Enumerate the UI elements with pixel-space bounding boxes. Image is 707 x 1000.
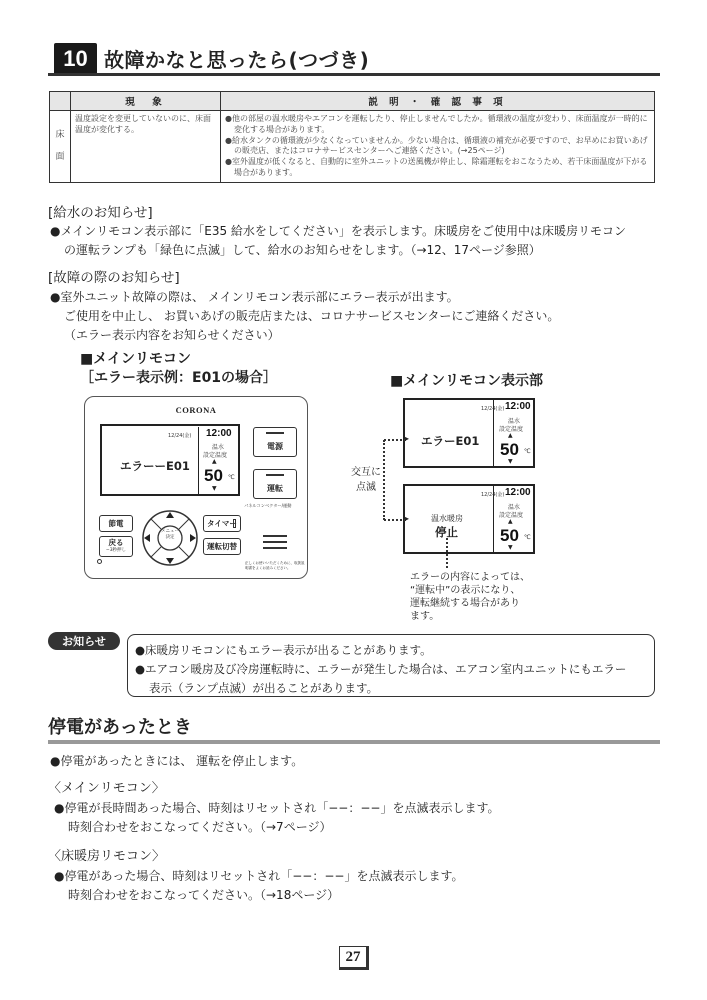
alternate-connector xyxy=(383,440,385,520)
main-remote-line: 時刻合わせをおこなってください。（→7ページ） xyxy=(68,820,332,834)
main-remote-illustration xyxy=(84,396,308,579)
error-note-line: ます。 xyxy=(410,611,440,622)
lcd-error-text: エラーーE01 xyxy=(120,459,190,473)
run-button-label: 運転 xyxy=(267,484,283,493)
eco-button-label: 節電 xyxy=(108,519,124,528)
arrow-right-icon: ▸ xyxy=(405,514,410,523)
panel-water-label: 温水 xyxy=(508,504,521,511)
panel-date: 12/24(金) xyxy=(481,406,505,412)
lcd-time: 12:00 xyxy=(206,428,232,439)
main-remote-line: ● 停電が長時間あった場合、時刻はリセットされ「−−：−−」を点滅表示します。 xyxy=(54,799,500,818)
notice-label: お知らせ xyxy=(48,632,120,650)
outage-title: 停電があったとき xyxy=(48,717,192,738)
grille-line xyxy=(263,535,287,537)
panel-time: 12:00 xyxy=(505,487,531,498)
lcd-date: 12/24(金) xyxy=(168,433,192,439)
explanation-item: ● 室外温度が低くなると、自動的に室外ユニットの送風機が停止し、除霜運転をおこなうため、若干床面温度が下がる場合があります。 xyxy=(225,157,650,179)
up-arrow-icon: ▲ xyxy=(508,432,513,439)
error-note-line: “運転中”の表示になり、 xyxy=(410,585,521,596)
title-rule xyxy=(48,73,660,76)
panel-mode-label: 温水暖房 xyxy=(431,514,463,523)
power-button-label: 電源 xyxy=(267,442,283,451)
notice-text xyxy=(135,641,650,698)
mode-switch-label: 運転切替 xyxy=(207,542,237,551)
outage-rule xyxy=(48,740,660,744)
failure-notice-text xyxy=(50,288,662,345)
notice-item-continued: 表示（ランプ点滅）が出ることがあります。 xyxy=(149,681,379,695)
down-arrow-icon: ▼ xyxy=(508,458,513,465)
mode-switch-button[interactable] xyxy=(203,538,241,555)
panel-setting-label: 設定温度 xyxy=(499,426,524,433)
run-button[interactable] xyxy=(253,469,297,499)
lcd-setting-label: 設定温度 xyxy=(203,452,228,459)
phenomenon-cell: 温度設定を変更していないのに、床面温度が変化する。 xyxy=(71,111,221,183)
up-arrow-icon: ▲ xyxy=(508,518,513,525)
water-notice-line: ● メインリモコン表示部に「E35 給水をしてください」を表示します。床暖房をご使用中は床暖房リモコン xyxy=(50,222,662,241)
back-button-sub: −3秒押し xyxy=(105,547,127,553)
main-remote-heading: 〈メインリモコン〉 xyxy=(48,781,165,796)
panel-label: パネルコンベクター/運動 xyxy=(244,503,292,508)
power-button-bar xyxy=(266,432,284,434)
main-remote-text xyxy=(54,799,500,837)
panel-temp: 50 xyxy=(500,526,519,545)
failure-notice-line: ● 室外ユニット故障の際は、 メインリモコン表示部にエラー表示が出ます。 xyxy=(50,288,662,307)
category-char: 面 xyxy=(55,152,65,163)
header-explanation: 説 明 ・ 確 認 事 項 xyxy=(221,92,655,111)
timer-button-label: タイマー xyxy=(207,519,237,528)
explanation-cell xyxy=(221,111,655,183)
troubleshooting-table xyxy=(49,91,655,183)
eco-button[interactable] xyxy=(99,515,133,532)
note-connector xyxy=(446,538,448,568)
enter-label: 決定 xyxy=(165,535,175,540)
header-phenomenon: 現 象 xyxy=(71,92,221,111)
panel-time: 12:00 xyxy=(505,401,531,412)
panel-status-text: 停止 xyxy=(435,525,458,539)
menu-label: メニュー xyxy=(161,529,179,534)
outage-intro xyxy=(50,752,303,771)
panel-temp: 50 xyxy=(500,440,519,459)
grille-line xyxy=(263,541,287,543)
explanation-item: ● 他の部屋の温水暖房やエアコンを運転したり、停止しませんでしたか。循環液の温度が変わり、床面温度が一時的に変化する場合があります。 xyxy=(225,114,650,136)
back-button[interactable] xyxy=(99,536,133,557)
failure-notice-line: ご使用を中止し、 お買いあげの販売店または、コロナサービスセンターにご連絡ください。 xyxy=(64,309,560,323)
water-notice-heading: [給水のお知らせ] xyxy=(48,205,153,221)
section-title: 故障かなと思ったら(つづき) xyxy=(104,48,370,72)
back-button-label: 戻る xyxy=(108,537,124,547)
category-cell xyxy=(50,111,71,183)
floor-remote-line: 時刻合わせをおこなってください。（→18ページ） xyxy=(68,888,340,902)
menu-enter-label xyxy=(158,529,182,541)
panel-date: 12/24(金) xyxy=(481,492,505,498)
panel-water-label: 温水 xyxy=(508,418,521,425)
water-notice-line: の運転ランプも「緑色に点滅」して、給水のお知らせをします。（→12、17ページ参照） xyxy=(64,243,541,257)
floor-remote-line: ● 停電があった場合、時刻はリセットされ「−−：−−」を点滅表示します。 xyxy=(54,867,464,886)
remote-small-note: 正しくお使いいただくために、取扱説明書をよくお読みください。 xyxy=(245,561,305,570)
speaker-grille xyxy=(263,535,287,549)
connector-bottom xyxy=(384,519,406,521)
run-button-bar xyxy=(266,474,284,476)
display-panel-stopped xyxy=(403,484,535,554)
error-note-line: 運転継続する場合があり xyxy=(410,598,520,609)
error-note-line: エラーの内容によっては、 xyxy=(410,572,530,583)
remote-caption-line: ■メインリモコン xyxy=(80,351,191,367)
grille-line xyxy=(263,547,287,549)
panel-setting-label: 設定温度 xyxy=(499,512,524,519)
display-panel-error xyxy=(403,398,535,468)
table-row xyxy=(50,111,655,183)
panel-temp-unit: ℃ xyxy=(524,534,531,541)
panel-error-text: エラーE01 xyxy=(421,434,480,448)
panel-temp-unit: ℃ xyxy=(524,448,531,455)
lcd-water-label: 温水 xyxy=(212,444,225,451)
lcd-temp-unit: ℃ xyxy=(228,474,235,481)
water-notice-text xyxy=(50,222,662,260)
remote-caption-line: ［エラー表示例：E01の場合］ xyxy=(80,370,278,386)
table-header-row xyxy=(50,92,655,111)
failure-notice-heading: [故障の際のお知らせ] xyxy=(48,270,180,286)
error-note xyxy=(410,571,530,623)
brand-logo: CORONA xyxy=(175,405,217,415)
connector-top xyxy=(384,439,406,441)
timer-indicator xyxy=(233,519,236,528)
remote-caption xyxy=(80,350,277,388)
up-arrow-icon: ▲ xyxy=(212,458,217,465)
explanation-item: ● 給水タンクの循環液が少なくなっていませんか。少ない場合は、循環液の補充が必要ですので、お早めにお買いあげの販売店、またはコロナサービスセンターへご連絡ください。(→25ページ) xyxy=(225,136,650,158)
timer-button[interactable] xyxy=(203,515,241,532)
floor-remote-text xyxy=(54,867,464,905)
failure-notice-line: （エラー表示内容をお知らせください） xyxy=(64,328,280,342)
display-caption: ■メインリモコン表示部 xyxy=(390,373,543,389)
notice-item: ● エアコン暖房及び冷房運転時に、エラーが発生した場合は、エアコン室内ユニットにもエラー xyxy=(135,660,650,679)
category-char: 床 xyxy=(55,130,65,141)
arrow-right-icon: ▸ xyxy=(405,434,410,443)
floor-remote-heading: 〈床暖房リモコン〉 xyxy=(48,849,166,864)
outage-intro-line: ● 停電があったときには、 運転を停止します。 xyxy=(50,752,303,771)
alternate-label-line: 交互に xyxy=(351,467,381,478)
section-number-badge: 10 xyxy=(54,43,97,75)
notice-item: ● 床暖房リモコンにもエラー表示が出ることがあります。 xyxy=(135,641,650,660)
alternate-label-line: 点滅 xyxy=(356,482,376,493)
down-arrow-icon: ▼ xyxy=(212,485,217,492)
power-button[interactable] xyxy=(253,427,297,457)
header-blank-cell xyxy=(50,92,71,111)
down-arrow-icon: ▼ xyxy=(508,544,513,551)
reset-hole xyxy=(97,559,102,564)
alternate-blink-label xyxy=(351,465,381,495)
remote-lcd xyxy=(100,424,240,496)
page-number: 27 xyxy=(339,946,369,970)
lcd-temp: 50 xyxy=(204,466,223,485)
